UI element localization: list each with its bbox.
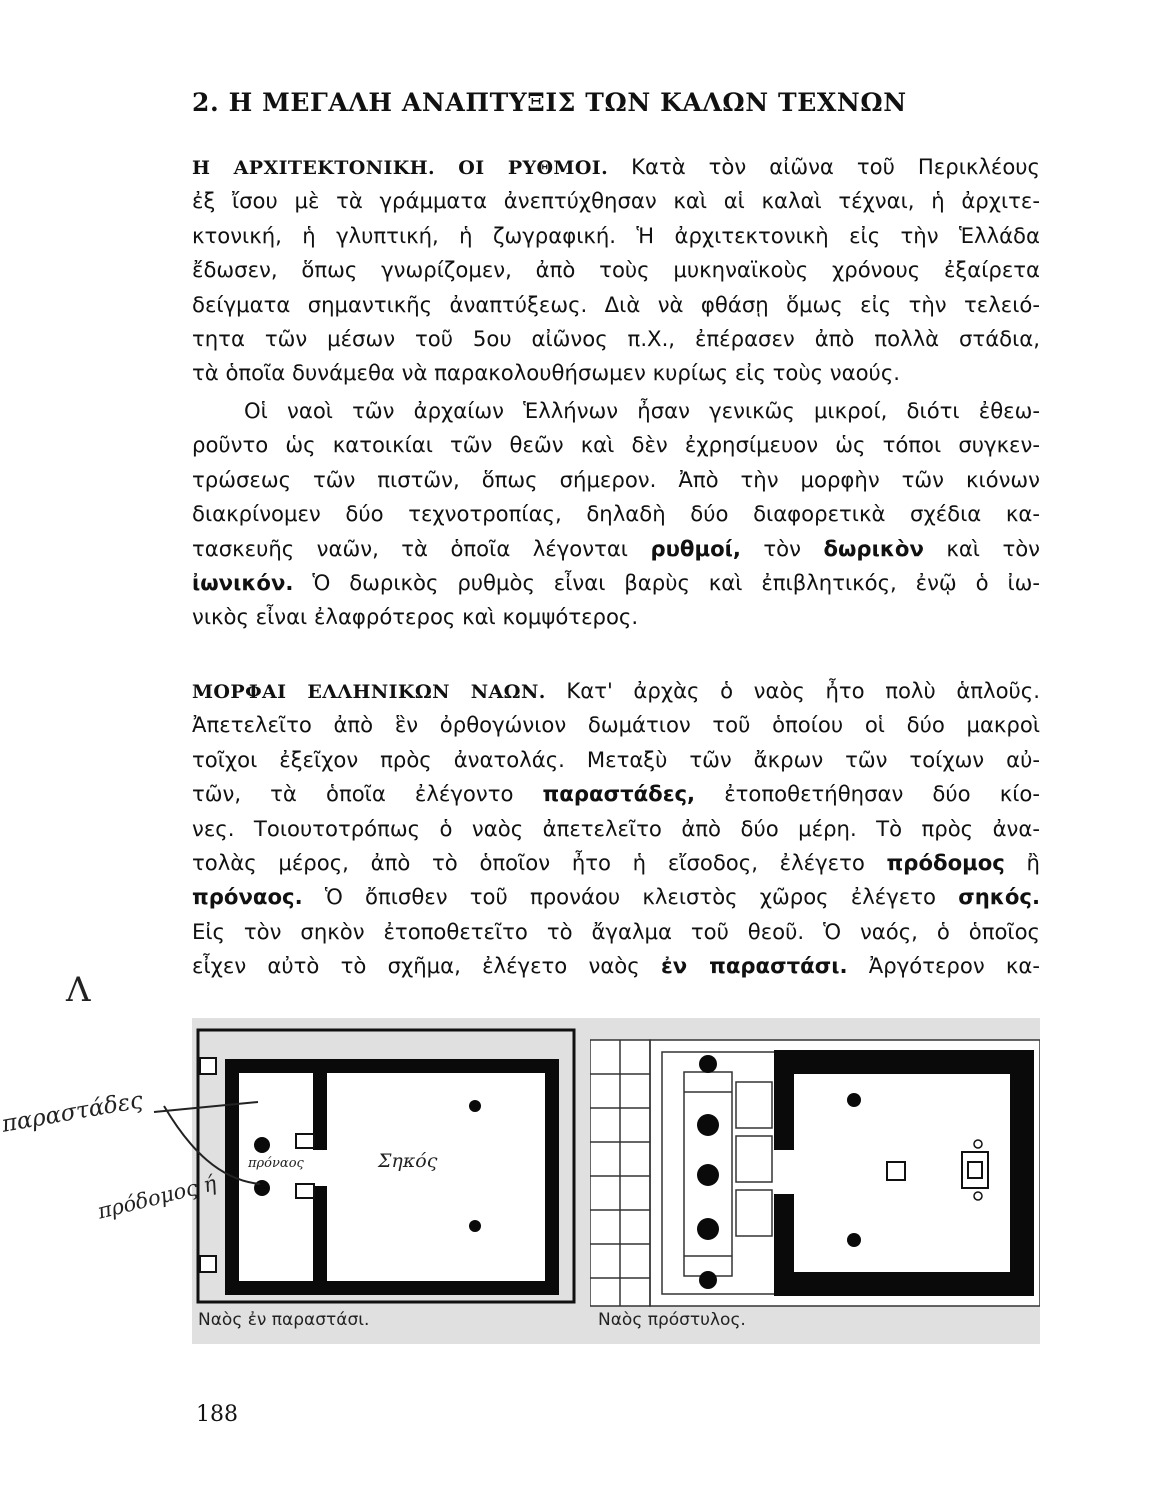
text-line: τρώσεως τῶν πιστῶν, ὅπως σήμερον. Ἀπὸ τὴν μορφὴν τῶν κιόνων [192,466,1040,492]
text-line: τοῖχοι ἐξεῖχον πρὸς ἀνατολάς. Μεταξὺ τῶν ἄκρων τῶν τοίχων αὐ- [192,746,1040,772]
figures-panel [192,1018,1040,1344]
term-rythmoi: ρυθμοί, [650,535,741,561]
text-line: τῶν, τὰ ὁποῖα ἐλέγοντο παραστάδες, ἐτοποθετήθησαν δύο κίο- [192,781,1040,807]
paragraph-architecture [192,150,1040,391]
text-line: ροῦντο ὡς κατοικίαι τῶν θεῶν καὶ δὲν ἐχρησίμευον ὡς τόποι συγκεν- [192,432,1040,458]
page-number: 188 [196,1402,238,1427]
text-line: Οἱ ναοὶ τῶν ἀρχαίων Ἑλλήνων ἦσαν γενικῶς μικροί, διότι ἐθεω- [244,398,1040,423]
handwritten-pointer-lines [150,1090,270,1210]
label-sekos: Σηκός [378,1150,438,1172]
plan-prostyle-temple [590,1018,1040,1344]
chapter-title: 2. Η ΜΕΓΑΛΗ ΑΝΑΠΤΥΞΙΣ ΤΩΝ ΚΑΛΩΝ ΤΕΧΝΩΝ [192,88,907,117]
label-pronaos: πρόναος [248,1156,304,1171]
handwritten-prodomos: πρόδομος ή [95,1170,219,1224]
handwritten-mark: Λ [66,970,91,1010]
text-line: ἰωνικόν. Ὁ δωρικὸς ρυθμὸς εἶναι βαρὺς καὶ ἐπιβλητικός, ἐνῷ ὁ ἰω- [192,569,1040,595]
caption-temple-in-antis: Ναὸς ἐν παραστάσι. [198,1310,370,1330]
text-line: τὰ ὁποῖα δυνάμεθα νὰ παρακολουθήσωμεν κυρίως εἰς τοὺς ναούς. [192,360,900,386]
text-line: τασκευῆς ναῶν, τὰ ὁποῖα λέγονται ρυθμοί, τὸν δωρικὸν καὶ τὸν [192,535,1040,561]
paragraph-temple-forms [192,674,1040,984]
text-line: ΜΟΡΦΑΙ ΕΛΛΗΝΙΚΩΝ ΝΑΩΝ. Κατ' ἀρχὰς ὁ ναὸς ἦτο πολὺ ἁπλοῦς. [192,678,1040,703]
section-heading-temple-forms: ΜΟΡΦΑΙ ΕΛΛΗΝΙΚΩΝ ΝΑΩΝ. [192,681,546,703]
text-line: Ἀπετελεῖτο ἀπὸ ἓν ὀρθογώνιον δωμάτιον τοῦ ὁποίου οἱ δύο μακροὶ [192,712,1040,738]
term-sekos: σηκός. [958,884,1040,910]
term-prodomos: πρόδομος [886,849,1005,875]
text-line: νες. Τοιουτοτρόπως ὁ ναὸς ἀπετελεῖτο ἀπὸ δύο μέρη. Τὸ πρὸς ἀνα- [192,815,1040,841]
figure-prostyle-temple [590,1018,1040,1344]
section-heading-architecture: Η ΑΡΧΙΤΕΚΤΟΝΙΚΗ. ΟΙ ΡΥΘΜΟΙ. [192,157,609,179]
text-line: Η ΑΡΧΙΤΕΚΤΟΝΙΚΗ. ΟΙ ΡΥΘΜΟΙ. Κατὰ τὸν αἰῶνα τοῦ Περικλέους [192,154,1040,179]
text-line: εἶχεν αὐτὸ τὸ σχῆμα, ἐλέγετο ναὸς ἐν παραστάσι. Ἀργότερον κα- [192,953,1040,979]
term-en-parastasi: ἐν παραστάσι. [660,953,848,979]
text-line: τητα τῶν μέσων τοῦ 5ου αἰῶνος π.Χ., ἐπέρασεν ἀπὸ πολλὰ στάδια, [192,325,1040,351]
text-line: δείγματα σημαντικῆς ἀναπτύξεως. Διὰ νὰ φθάσῃ ὅμως εἰς τὴν τελειό- [192,291,1040,317]
text-line: τολὰς μέρος, ἀπὸ τὸ ὁποῖον ἦτο ἡ εἴσοδος, ἐλέγετο πρόδομος ἢ [192,849,1040,875]
term-ionic: ἰωνικόν. [192,569,294,595]
text-line: ἐξ ἴσου μὲ τὰ γράμματα ἀνεπτύχθησαν καὶ αἱ καλαὶ τέχναι, ἡ ἀρχιτε- [192,188,1040,214]
text-line: Εἰς τὸν σηκὸν ἐτοποθετεῖτο τὸ ἄγαλμα τοῦ θεοῦ. Ὁ ναός, ὁ ὁποῖος [192,918,1040,944]
text-line: διακρίνομεν δύο τεχνοτροπίας, δηλαδὴ δύο διαφορετικὰ σχέδια κα- [192,501,1040,527]
handwritten-parastades: παραστάδες [0,1087,145,1138]
caption-prostyle-temple: Ναὸς πρόστυλος. [598,1310,746,1330]
term-doric: δωρικὸν [823,535,924,561]
text-line: ἔδωσεν, ὅπως γνωρίζομεν, ἀπὸ τοὺς μυκηναϊκοὺς χρόνους ἐξαίρετα [192,257,1040,283]
text-line: νικὸς εἶναι ἐλαφρότερος καὶ κομψότερος. [192,604,639,630]
paragraph-temples [192,394,1040,635]
term-parastades: παραστάδες, [542,781,696,807]
text-line: κτονική, ἡ γλυπτική, ἡ ζωγραφική. Ἡ ἀρχιτεκτονικὴ εἰς τὴν Ἑλλάδα [192,222,1040,248]
term-pronaos: πρόναος. [192,884,303,910]
text-line: πρόναος. Ὁ ὄπισθεν τοῦ προνάου κλειστὸς χῶρος ἐλέγετο σηκός. [192,884,1040,910]
